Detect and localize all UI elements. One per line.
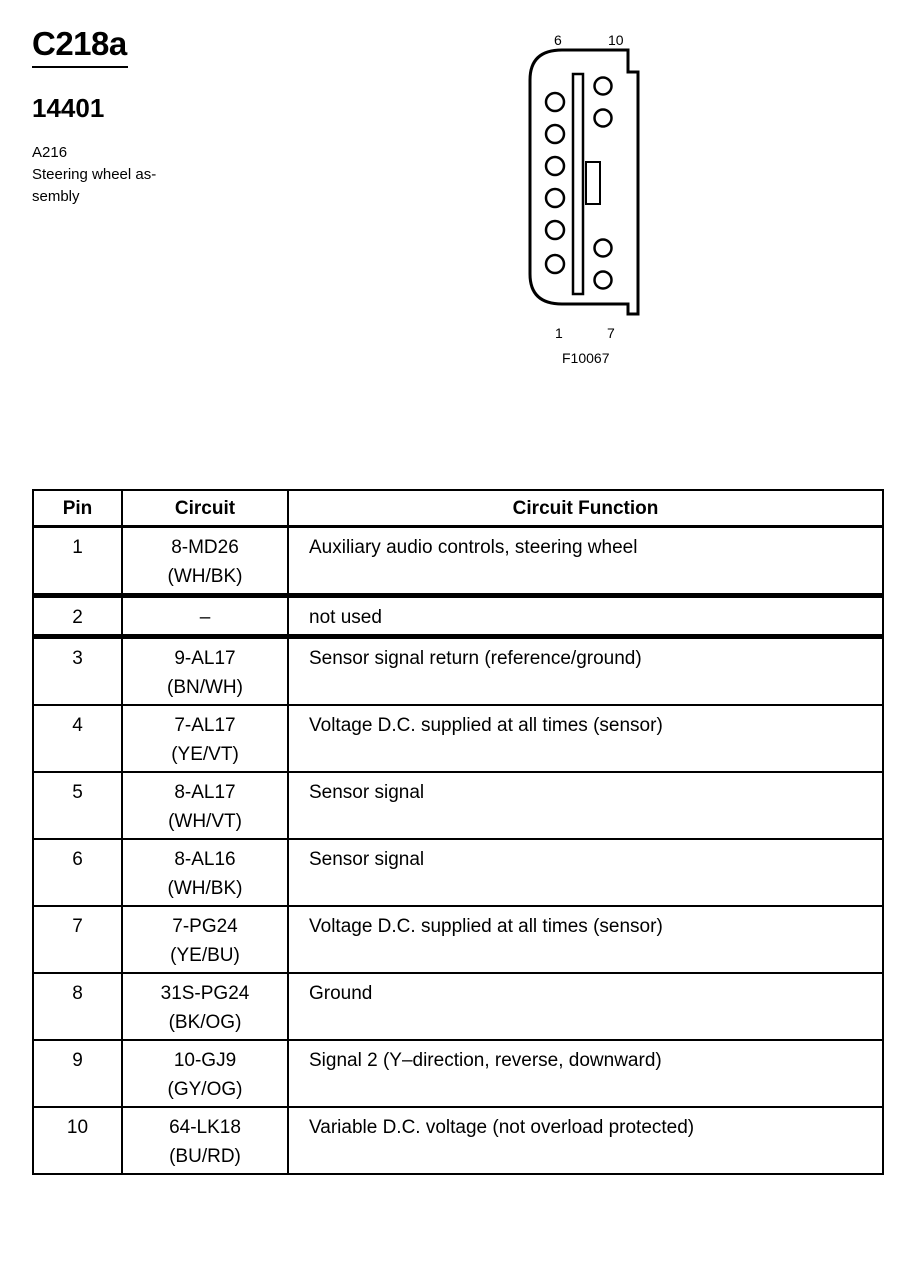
pin-cavity	[546, 221, 564, 239]
table-row	[33, 638, 883, 705]
header-pin: Pin	[33, 490, 122, 527]
table-row	[33, 839, 883, 906]
header-circuit: Circuit	[122, 490, 288, 527]
wire-color: (WH/BK)	[167, 878, 243, 899]
circuit-cell	[122, 973, 288, 1040]
pin-cavity	[546, 255, 564, 273]
circuit-cell	[122, 772, 288, 839]
table-row	[33, 597, 883, 636]
title-underline	[32, 66, 128, 68]
circuit-id: 8-MD26	[171, 537, 239, 558]
circuit-cell	[122, 597, 288, 636]
function-cell: Signal 2 (Y–direction, reverse, downward)	[288, 1040, 883, 1107]
pin-label-1: 1	[555, 325, 563, 341]
circuit-id: 8-AL17	[174, 782, 236, 803]
wire-color: (BU/RD)	[169, 1146, 241, 1167]
wire-color: (YE/VT)	[171, 744, 239, 765]
pin-cell: 3	[33, 638, 122, 705]
pin-cell: 10	[33, 1107, 122, 1174]
wire-color: (GY/OG)	[167, 1079, 243, 1100]
pin-cavity	[546, 125, 564, 143]
circuit-id: 31S-PG24	[160, 983, 250, 1004]
circuit-cell	[122, 638, 288, 705]
function-cell: Variable D.C. voltage (not overload protected)	[288, 1107, 883, 1174]
connector-title: C218a	[32, 25, 127, 62]
pin-cell: 9	[33, 1040, 122, 1107]
table-row	[33, 1040, 883, 1107]
pin-table	[32, 489, 884, 1175]
pin-cavity	[595, 110, 612, 127]
circuit-id: 7-PG24	[172, 916, 238, 937]
pin-label-10: 10	[608, 32, 624, 48]
pin-cavity	[546, 189, 564, 207]
lock-tab	[586, 162, 600, 204]
function-cell: Voltage D.C. supplied at all times (sensor)	[288, 705, 883, 772]
pin-cell: 1	[33, 527, 122, 595]
description-line: sembly	[32, 188, 80, 205]
table-row	[33, 906, 883, 973]
circuit-cell	[122, 839, 288, 906]
function-cell: Auxiliary audio controls, steering wheel	[288, 527, 883, 595]
circuit-cell	[122, 1040, 288, 1107]
circuit-id: 64-LK18	[169, 1117, 241, 1138]
table-row	[33, 705, 883, 772]
function-cell: not used	[288, 597, 883, 636]
table-header-row	[33, 490, 883, 527]
connector-face-diagram	[520, 28, 650, 318]
description-line: Steering wheel as-	[32, 166, 157, 183]
pin-cell: 6	[33, 839, 122, 906]
circuit-cell	[122, 906, 288, 973]
function-cell: Ground	[288, 973, 883, 1040]
circuit-id: 10-GJ9	[173, 1050, 237, 1071]
pin-cell: 4	[33, 705, 122, 772]
wire-color: (BK/OG)	[168, 1012, 242, 1033]
table-row	[33, 772, 883, 839]
header-circuit-function: Circuit Function	[288, 490, 883, 527]
pin-cell: 2	[33, 597, 122, 636]
pin-label-6: 6	[554, 32, 562, 48]
circuit-cell	[122, 1107, 288, 1174]
description-line: A216	[32, 144, 68, 161]
table-row	[33, 1107, 883, 1174]
pin-cavity	[595, 240, 612, 257]
wire-color: (BN/WH)	[167, 677, 243, 698]
pin-cavity	[546, 157, 564, 175]
pin-cavity	[546, 93, 564, 111]
circuit-id: 7-AL17	[174, 715, 236, 736]
function-cell: Sensor signal	[288, 772, 883, 839]
pin-cell: 5	[33, 772, 122, 839]
table-row	[33, 973, 883, 1040]
pin-cavity	[595, 78, 612, 95]
function-cell: Sensor signal	[288, 839, 883, 906]
wire-color: (YE/BU)	[170, 945, 240, 966]
table-row	[33, 527, 883, 595]
function-cell: Voltage D.C. supplied at all times (sensor)	[288, 906, 883, 973]
pin-label-7: 7	[607, 325, 615, 341]
circuit-cell	[122, 705, 288, 772]
part-number: 14401	[32, 93, 105, 123]
pin-cell: 7	[33, 906, 122, 973]
pin-cavity	[595, 272, 612, 289]
wire-color: (WH/BK)	[167, 566, 243, 587]
figure-id: F10067	[562, 350, 610, 366]
circuit-id: –	[199, 607, 211, 628]
circuit-cell	[122, 527, 288, 595]
wire-color: (WH/VT)	[168, 811, 242, 832]
pin-cell: 8	[33, 973, 122, 1040]
circuit-id: 8-AL16	[174, 849, 236, 870]
connector-slot	[573, 74, 583, 294]
connector-description	[32, 142, 182, 208]
circuit-id: 9-AL17	[174, 648, 236, 669]
function-cell: Sensor signal return (reference/ground)	[288, 638, 883, 705]
